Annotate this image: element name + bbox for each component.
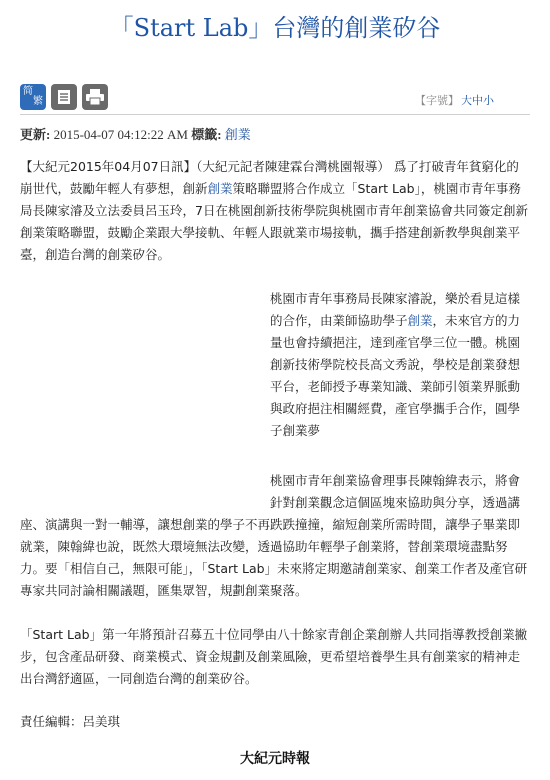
article-paragraph-3 [20, 470, 530, 602]
font-size-label: 【字號】 [415, 94, 459, 107]
printer-icon [85, 88, 105, 106]
article-paragraph-1 [20, 156, 530, 266]
editor-credit: 責任編輯：呂美琪 [20, 714, 121, 729]
print-button[interactable] [82, 84, 108, 110]
updated-value: 2015-04-07 04:12:22 AM [53, 127, 188, 142]
traditional-char: 繁 [33, 96, 43, 107]
keyword-link[interactable]: 創業 [407, 313, 433, 328]
text-segment: 策略聯盟將合作成立「Start Lab」，桃園市青年事務局長陳家濬及立法委員呂玉玲，7日在桃園創新技術學院與桃園市青年創業協會共同簽定創新創業策略聯盟，鼓勵企業跟大學接軌、年輕人跟就業市場接軌，攜手搭建創新教學與創業平臺，創造台灣的創業矽谷。 [20, 181, 528, 262]
simplified-char: 简 [23, 86, 33, 97]
publisher-name: 大紀元時報 [240, 751, 310, 767]
keyword-link[interactable]: 創業 [207, 181, 233, 196]
text-segment: 桃園市青年創業協會理事長陳翰緯表示，將會針對創業觀念這個區塊來協助與分享，透過講 [270, 473, 521, 510]
article-paragraph-4: 「Start Lab」第一年將預計召募五十位同學由八十餘家青創企業創辦人共同指導教授創業撇步，包含產品研發、商業模式、資金規劃及創業風險，更希望培養學生具有創業家的精神走出台灣舒適區，一同創造台灣的創業矽谷。 [20, 627, 528, 686]
article-paragraph-2 [270, 288, 530, 442]
text-segment: 【大紀元2015年04月07日訊】（大紀元記者陳建霖台灣桃園報導） 爲了打破青年貧窮化的崩世代，鼓勵年輕人有夢想，創新 [20, 159, 519, 196]
tags-label: 標籤: [191, 127, 222, 142]
font-size-control [415, 92, 494, 108]
text-segment: ，未來官方的力量也會持續挹注，達到產官學三位一體。桃園創新技術學院校長高文秀說，學校是創業發想平台，老師授予專業知識、業師引領業界脈動與政府挹注相關經費，產官學攜手合作，圓學子創業夢 [270, 313, 521, 438]
divider [20, 114, 530, 115]
updated-label: 更新: [20, 127, 51, 142]
article-title: 「Start Lab」台灣的創業矽谷 [109, 14, 441, 42]
document-icon [55, 88, 73, 106]
article-view-button[interactable] [51, 84, 77, 110]
tag-link[interactable]: 創業 [224, 127, 251, 142]
text-segment: 桃園市青年事務局長陳家濬說，樂於看見這樣的合作，由業師協助學子 [270, 291, 521, 328]
simplified-traditional-toggle-button[interactable] [20, 84, 46, 110]
text-segment: 座、演講與一對一輔導，讓想創業的學子不再跌跌撞撞，縮短創業所需時間，讓學子畢業即就業，陳翰緯也說，既然大環境無法改變，透過協助年輕學子創業將，替創業環境盡點努力。要「相信自己，無限可能」，「Start Lab」未來將定期邀請創業家、創業工作者及產官研專家共同討論相關議題，匯集眾智，規劃創業聚落。 [20, 517, 528, 598]
article-toolbar [20, 84, 108, 110]
font-size-options[interactable]: 大中小 [461, 94, 494, 107]
article-meta [20, 124, 251, 143]
